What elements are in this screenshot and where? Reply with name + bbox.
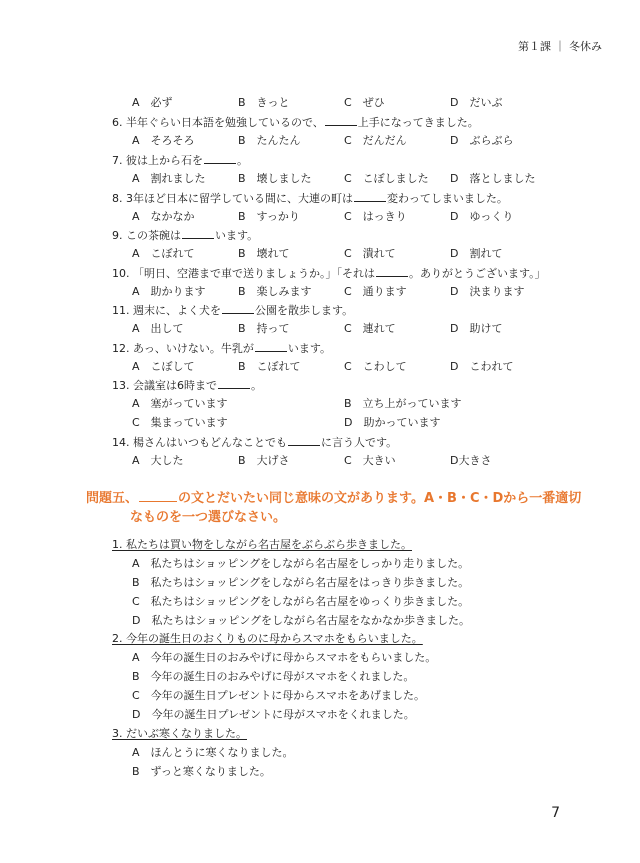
q9-option-d: D 割れて bbox=[450, 247, 503, 260]
q5-option-b: B きっと bbox=[238, 96, 290, 109]
answer-blank bbox=[325, 115, 357, 126]
q7-option-c: C こぼしました bbox=[344, 172, 429, 185]
answer-blank bbox=[182, 228, 214, 239]
q14-option-c: C 大きい bbox=[344, 454, 396, 467]
s5-item-3-stem: 3. だいぶ寒くなりました。 bbox=[112, 727, 247, 740]
q8-option-b: B すっかり bbox=[238, 210, 300, 223]
q11-option-a: A 出して bbox=[132, 322, 184, 335]
q10-option-d: D 決まります bbox=[450, 285, 525, 298]
page-header: 第１課 ｜ 冬休み bbox=[518, 40, 602, 53]
s5-item-2-option-d: D 今年の誕生日プレゼントに母がスマホをくれました。 bbox=[132, 708, 415, 721]
s5-item-1-option-c: C 私たちはショッピングをしながら名古屋をゆっくり歩きました。 bbox=[132, 595, 470, 608]
answer-blank bbox=[288, 435, 320, 446]
q14-option-b: B 大げさ bbox=[238, 454, 290, 467]
section-5-heading: 問題五、 の文とだいたい同じ意味の文があります。A・B・C・Dから一番適切 bbox=[86, 491, 582, 506]
q5-option-c: C ぜひ bbox=[344, 96, 385, 109]
q11-option-d: D 助けて bbox=[450, 322, 503, 335]
q13-option-b: B 立ち上がっています bbox=[344, 397, 462, 410]
answer-blank bbox=[218, 378, 250, 389]
s5-item-2-option-b: B 今年の誕生日のおみやげに母がスマホをくれました。 bbox=[132, 670, 415, 683]
q5-option-a: A 必ず bbox=[132, 96, 173, 109]
q12-option-b: B こぼれて bbox=[238, 360, 301, 373]
question-9: 9. この茶碗は います。 bbox=[112, 229, 259, 242]
s5-item-1-option-b: B 私たちはショッピングをしながら名古屋をはっきり歩きました。 bbox=[132, 576, 470, 589]
s5-item-3-option-b: B ずっと寒くなりました。 bbox=[132, 765, 271, 778]
q10-option-b: B 楽しみます bbox=[238, 285, 312, 298]
q9-option-b: B 壊れて bbox=[238, 247, 290, 260]
s5-item-3-option-a: A ほんとうに寒くなりました。 bbox=[132, 746, 294, 759]
s5-item-1-option-a: A 私たちはショッピングをしながら名古屋をしっかり走りました。 bbox=[132, 557, 470, 570]
q14-option-d: D大きさ bbox=[450, 454, 492, 467]
question-11: 11. 週末に、よく犬を 公園を散歩します。 bbox=[112, 304, 354, 317]
question-14: 14. 楊さんはいつもどんなことでも に言う人です。 bbox=[112, 436, 398, 449]
s5-item-2-option-a: A 今年の誕生日のおみやげに母からスマホをもらいました。 bbox=[132, 651, 437, 664]
q13-option-c: C 集まっています bbox=[132, 416, 228, 429]
question-8: 8. 3年ほど日本に留学している間に、大連の町は 変わってしまいました。 bbox=[112, 192, 508, 205]
q9-option-a: A こぼれて bbox=[132, 247, 195, 260]
q8-option-c: C はっきり bbox=[344, 210, 407, 223]
q10-option-c: C 通ります bbox=[344, 285, 407, 298]
s5-item-1-option-d: D 私たちはショッピングをしながら名古屋をなかなか歩きました。 bbox=[132, 614, 471, 627]
q5-option-d: D だいぶ bbox=[450, 96, 503, 109]
q12-option-a: A こぼして bbox=[132, 360, 195, 373]
q8-option-a: A なかなか bbox=[132, 210, 195, 223]
question-10: 10. 「明日、空港まで車で送りましょうか。」「それは 。ありがとうございます。」 bbox=[112, 267, 546, 280]
q9-option-c: C 潰れて bbox=[344, 247, 396, 260]
question-12: 12. あっ、いけない。牛乳が います。 bbox=[112, 342, 332, 355]
q14-option-a: A 大した bbox=[132, 454, 184, 467]
q10-option-a: A 助かります bbox=[132, 285, 206, 298]
s5-item-2-option-c: C 今年の誕生日プレゼントに母からスマホをあげました。 bbox=[132, 689, 426, 702]
answer-blank bbox=[354, 191, 386, 202]
answer-blank bbox=[204, 153, 236, 164]
q12-option-d: D こわれて bbox=[450, 360, 514, 373]
section-5-heading-cont: なものを一つ選びなさい。 bbox=[130, 510, 287, 525]
s5-item-1-stem: 1. 私たちは買い物をしながら名古屋をぶらぶら歩きました。 bbox=[112, 538, 412, 551]
page-number: 7 bbox=[551, 805, 560, 821]
q7-option-d: D 落としました bbox=[450, 172, 536, 185]
q13-option-d: D 助かっています bbox=[344, 416, 441, 429]
answer-blank bbox=[222, 303, 254, 314]
answer-blank bbox=[139, 489, 177, 502]
q6-option-c: C だんだん bbox=[344, 134, 407, 147]
answer-blank bbox=[376, 266, 408, 277]
q11-option-b: B 持って bbox=[238, 322, 290, 335]
q6-option-b: B たんたん bbox=[238, 134, 301, 147]
question-7: 7. 彼は上から石を 。 bbox=[112, 154, 248, 167]
answer-blank bbox=[255, 341, 287, 352]
q6-option-a: A そろそろ bbox=[132, 134, 195, 147]
q6-option-d: D ぶらぶら bbox=[450, 134, 514, 147]
q13-option-a: A 塞がっています bbox=[132, 397, 228, 410]
q12-option-c: C こわして bbox=[344, 360, 407, 373]
q11-option-c: C 連れて bbox=[344, 322, 396, 335]
q7-option-b: B 壊しました bbox=[238, 172, 312, 185]
s5-item-2-stem: 2. 今年の誕生日のおくりものに母からスマホをもらいました。 bbox=[112, 632, 423, 645]
q8-option-d: D ゆっくり bbox=[450, 210, 514, 223]
q7-option-a: A 割れました bbox=[132, 172, 206, 185]
question-6: 6. 半年ぐらい日本語を勉強しているので、 上手になってきました。 bbox=[112, 116, 479, 129]
question-13: 13. 会議室は6時まで 。 bbox=[112, 379, 262, 392]
